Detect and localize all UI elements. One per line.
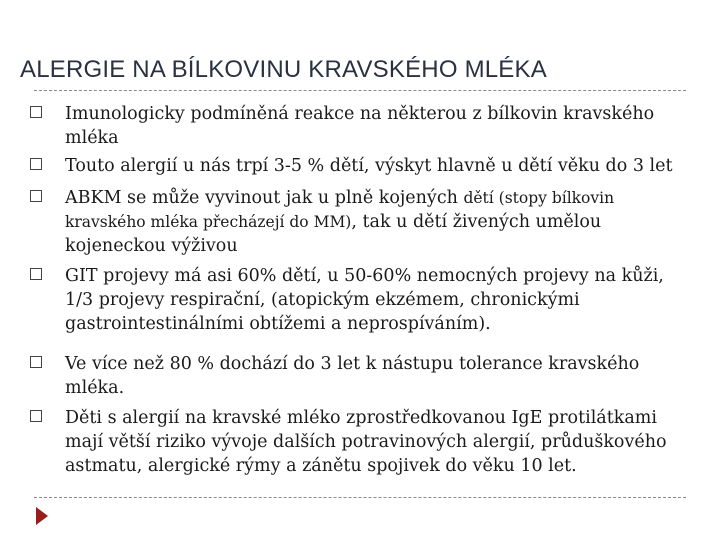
bullet-text: Imunologicky podmíněná reakce na některou z bílkovin kravského mléka — [65, 104, 655, 148]
bullet-text-part: ABKM se může vyvinout jak u plně kojených — [65, 188, 464, 208]
bullet-item — [30, 264, 680, 336]
bullet-item — [30, 186, 680, 258]
slide-title: ALERGIE NA BÍLKOVINU KRAVSKÉHO MLÉKA — [20, 56, 547, 83]
bullet-text-small: dětí (stopy bílkovin kravského mléka přecházejí do MM) — [65, 189, 615, 231]
bullet-text-part: , tak u dětí živených umělou kojeneckou výživou — [65, 212, 602, 256]
bullet-text: GIT projevy má asi 60% dětí, u 50-60% nemocných projevy na kůži, 1/3 projevy respirační, (atopickým ekzémem, chronickými gastrointestinálními obtížemi a neprospíváním). — [65, 266, 664, 334]
bullet-text — [65, 186, 680, 258]
checkbox-square-icon — [30, 106, 42, 118]
bullet-text: Touto alergií u nás trpí 3-5 % dětí, výskyt hlavně u dětí věku do 3 let — [65, 156, 673, 176]
checkbox-square-icon — [30, 410, 42, 422]
checkbox-square-icon — [30, 268, 42, 280]
checkbox-square-icon — [30, 190, 42, 202]
bullet-text: Ve více než 80 % dochází do 3 let k nástupu tolerance kravského mléka. — [65, 354, 640, 398]
bullet-item — [30, 352, 680, 400]
title-divider — [34, 90, 686, 91]
play-arrow-icon[interactable] — [36, 507, 48, 525]
bullet-item — [30, 102, 680, 150]
checkbox-square-icon — [30, 356, 42, 368]
bullet-item — [30, 154, 680, 178]
bullet-text: Děti s alergií na kravské mléko zprostředkovanou IgE protilátkami mají větší riziko vývoje dalších potravinových alergií, průduškového astmatu, alergické rýmy a zánětu spojivek do věku 10 let. — [65, 408, 667, 476]
checkbox-square-icon — [30, 158, 42, 170]
footer-divider — [34, 497, 686, 498]
bullet-item — [30, 406, 680, 478]
